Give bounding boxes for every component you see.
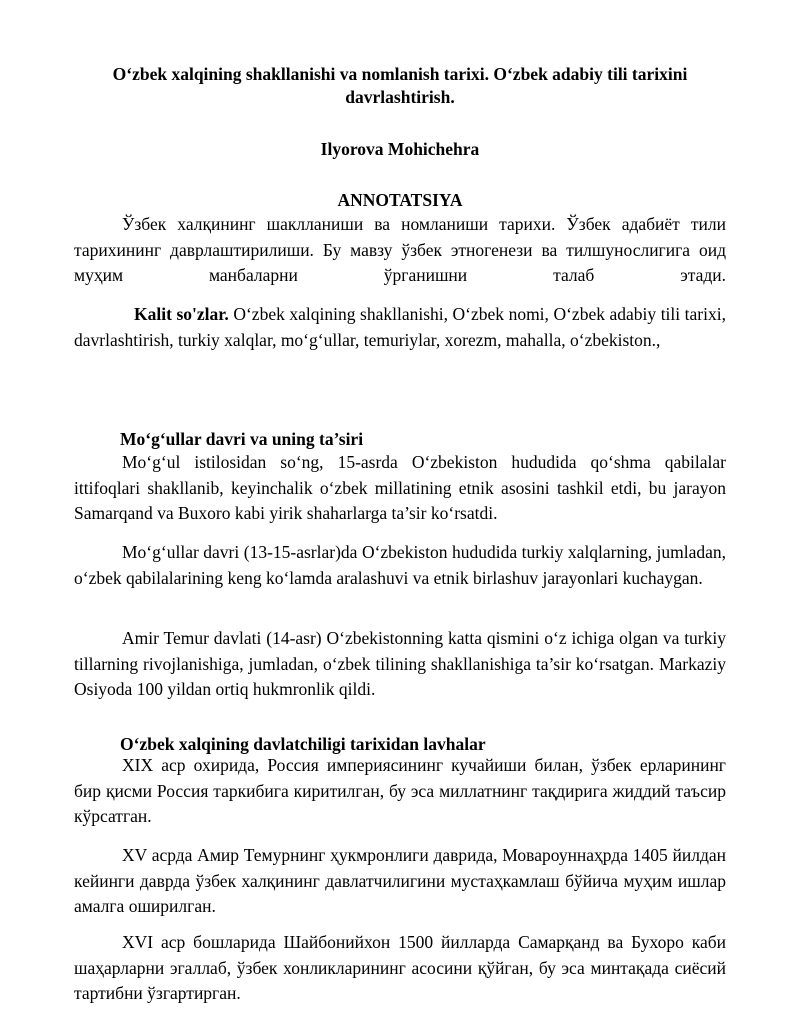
keywords-text: O‘zbek xalqining shakllanishi, O‘zbek nomi, O‘zbek adabiy tili tarixi, davrlashtirish, turkiy xalqlar, mo‘g‘ullar, temuriylar, xorezm, mahalla, o‘zbekiston., bbox=[74, 304, 726, 350]
author-name: Ilyorova Mohichehra bbox=[320, 139, 480, 159]
paragraph: Mo‘g‘ul istilosidan so‘ng, 15-asrda O‘zbekiston hududida qo‘shma qabilalar ittifoqlari shakllanib, keyinchalik o‘zbek millatining etnik asosini tashkil etdi, bu jarayon Samarqand va Buxoro kabi yirik shaharlarga ta’sir ko‘rsatdi. bbox=[74, 452, 726, 523]
document-title: O‘zbek xalqining shakllanishi va nomlanish tarixi. O‘zbek adabiy tili tarixini davrlashtirish. bbox=[112, 64, 688, 107]
keywords-label: Kalit so'zlar. bbox=[134, 304, 229, 324]
section-title-mongols: Mo‘g‘ullar davri va uning ta’siri bbox=[120, 429, 364, 449]
paragraph: Mo‘g‘ullar davri (13-15-asrlar)da O‘zbekiston hududida turkiy xalqlarning, jumladan, o‘zbek qabilalarining keng ko‘lamda aralashuvi va etnik birlashuv jarayonlari kuchaygan. bbox=[74, 542, 726, 588]
keywords-paragraph bbox=[74, 302, 726, 353]
annotation-paragraph: Ўзбек халқининг шаклланиши ва номланиши тарихи. Ўзбек адабиёт тили тарихининг даврлаштирилиши. Бу мавзу ўзбек этногенези ва тилшунослигига оид муҳим манбаларни ўрганишни талаб этади. bbox=[74, 214, 726, 285]
section-title-statehood: O‘zbek xalqining davlatchiligi tarixidan lavhalar bbox=[120, 734, 486, 754]
paragraph: XV асрда Амир Темурнинг ҳукмронлиги даврида, Мовароуннаҳрда 1405 йилдан кейинги даврда ўзбек халқининг давлатчилигини мустаҳкамлаш бўйича муҳим ишлар амалга оширилган. bbox=[74, 845, 726, 916]
paragraph: XIX аср охирида, Россия империясининг кучайиши билан, ўзбек ерларининг бир қисми Россия таркибига киритилган, бу эса миллатнинг тақдирига жиддий таъсир кўрсатган. bbox=[74, 755, 726, 826]
annotation-heading: ANNOTATSIYA bbox=[337, 190, 463, 210]
paragraph: XVI аср бошларида Шайбонийхон 1500 йилларда Самарқанд ва Бухоро каби шаҳарларни эгаллаб, ўзбек хонликларининг асосини қўйган, бу эса минтақада сиёсий тартибни ўзгартирган. bbox=[74, 932, 726, 1003]
paragraph: Amir Temur davlati (14-asr) O‘zbekistonning katta qismini o‘z ichiga olgan va turkiy tillarning rivojlanishiga, jumladan, o‘zbek tilining shakllanishiga ta’sir ko‘rsatgan. Markaziy Osiyoda 100 yildan ortiq hukmronlik qildi. bbox=[74, 628, 726, 699]
